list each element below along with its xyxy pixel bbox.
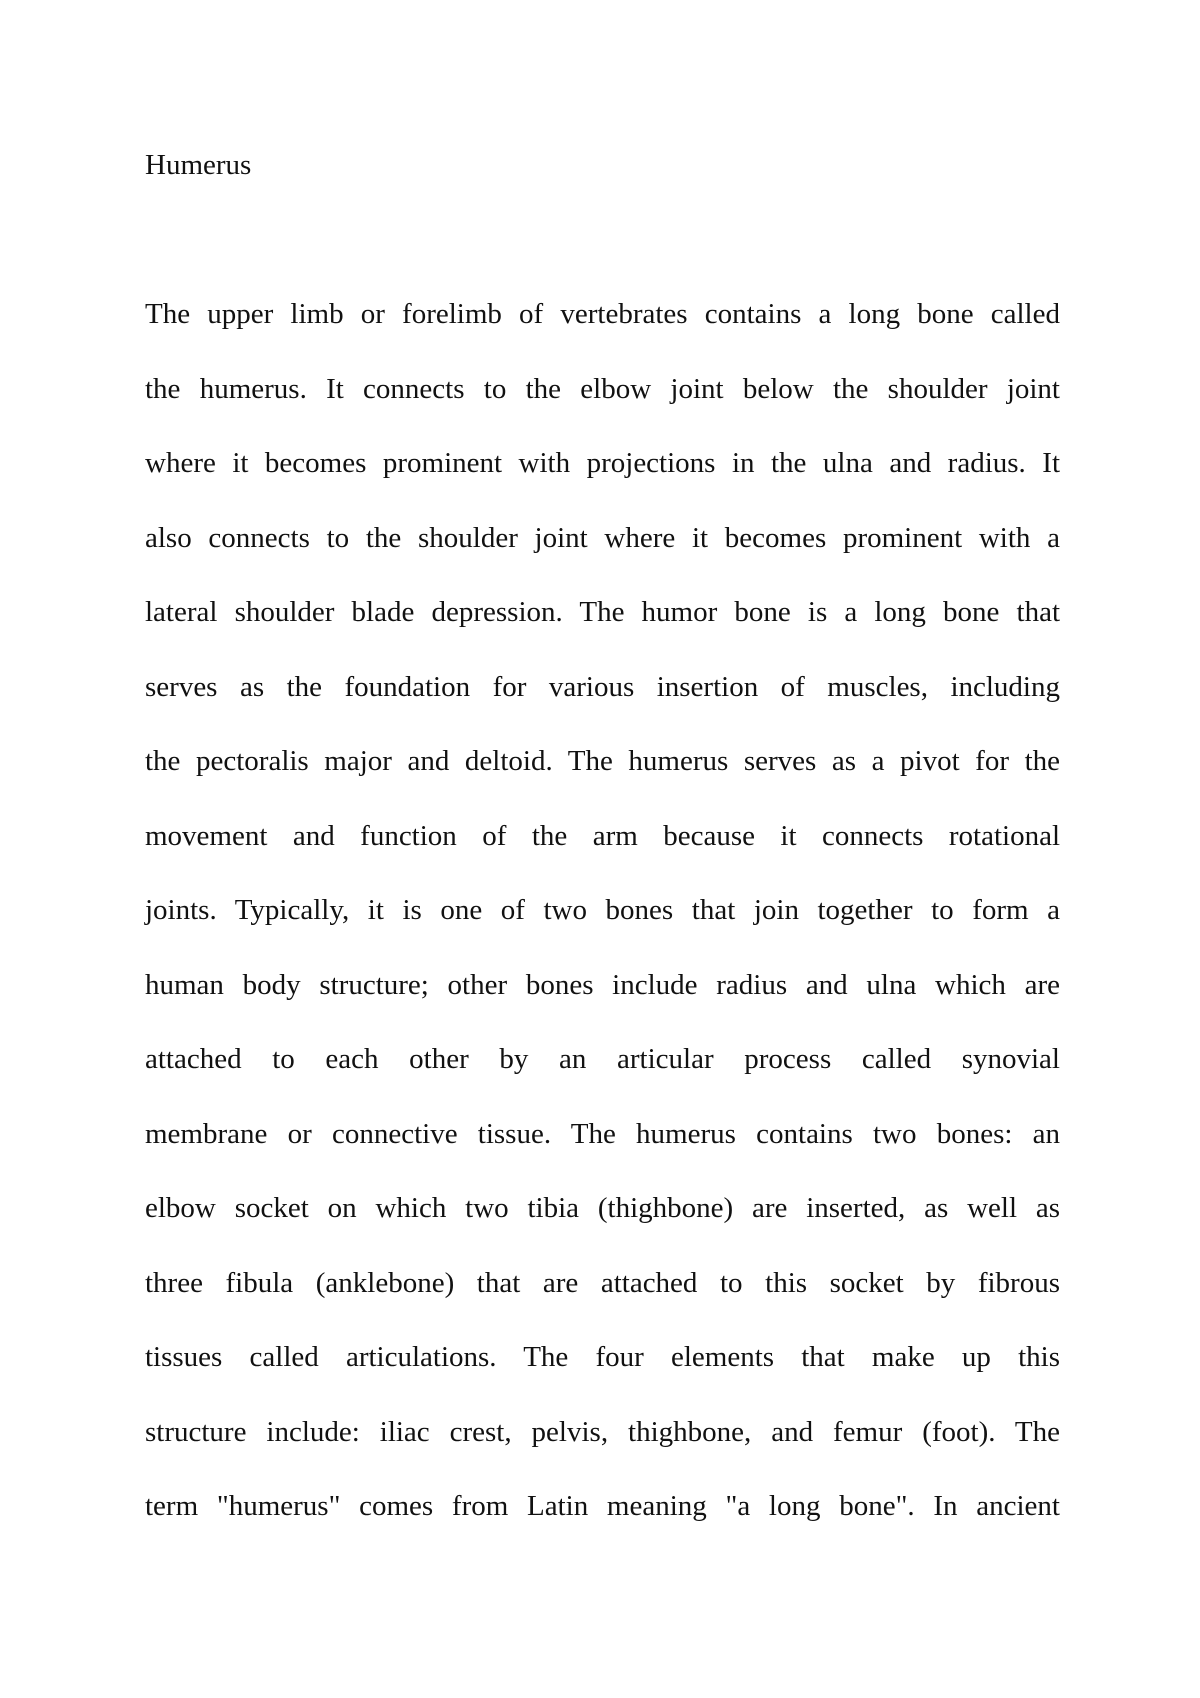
body-line-4: also connects to the shoulder joint where it becomes prominent with a (145, 521, 1060, 554)
body-line-1: The upper limb or forelimb of vertebrates contains a long bone called (145, 298, 1060, 330)
body-line-10: human body structure; other bones include radius and ulna which are (145, 968, 1060, 1001)
body-line-13: elbow socket on which two tibia (thighbone) are inserted, as well as (145, 1192, 1060, 1224)
body-line-11: attached to each other by an articular process called synovial (145, 1043, 1060, 1075)
body-line-5: lateral shoulder blade depression. The humor bone is a long bone that (145, 596, 1060, 628)
body-line-9: joints. Typically, it is one of two bones that join together to form a (145, 894, 1060, 926)
document-body (145, 294, 1060, 1561)
body-line-7: the pectoralis major and deltoid. The humerus serves as a pivot for the (145, 745, 1060, 777)
body-line-2: the humerus. It connects to the elbow joint below the shoulder joint (145, 372, 1060, 405)
document-title: Humerus (145, 149, 252, 181)
body-line-3: where it becomes prominent with projections in the ulna and radius. It (145, 447, 1060, 479)
body-line-6: serves as the foundation for various insertion of muscles, including (145, 670, 1060, 703)
body-line-16: structure include: iliac crest, pelvis, thighbone, and femur (foot). The (145, 1415, 1060, 1448)
body-line-15: tissues called articulations. The four elements that make up this (145, 1341, 1060, 1373)
body-line-8: movement and function of the arm because it connects rotational (145, 819, 1060, 852)
body-line-17: term "humerus" comes from Latin meaning "a long bone". In ancient (145, 1490, 1060, 1522)
body-line-14: three fibula (anklebone) that are attached to this socket by fibrous (145, 1266, 1060, 1299)
body-line-12: membrane or connective tissue. The humerus contains two bones: an (145, 1117, 1060, 1150)
